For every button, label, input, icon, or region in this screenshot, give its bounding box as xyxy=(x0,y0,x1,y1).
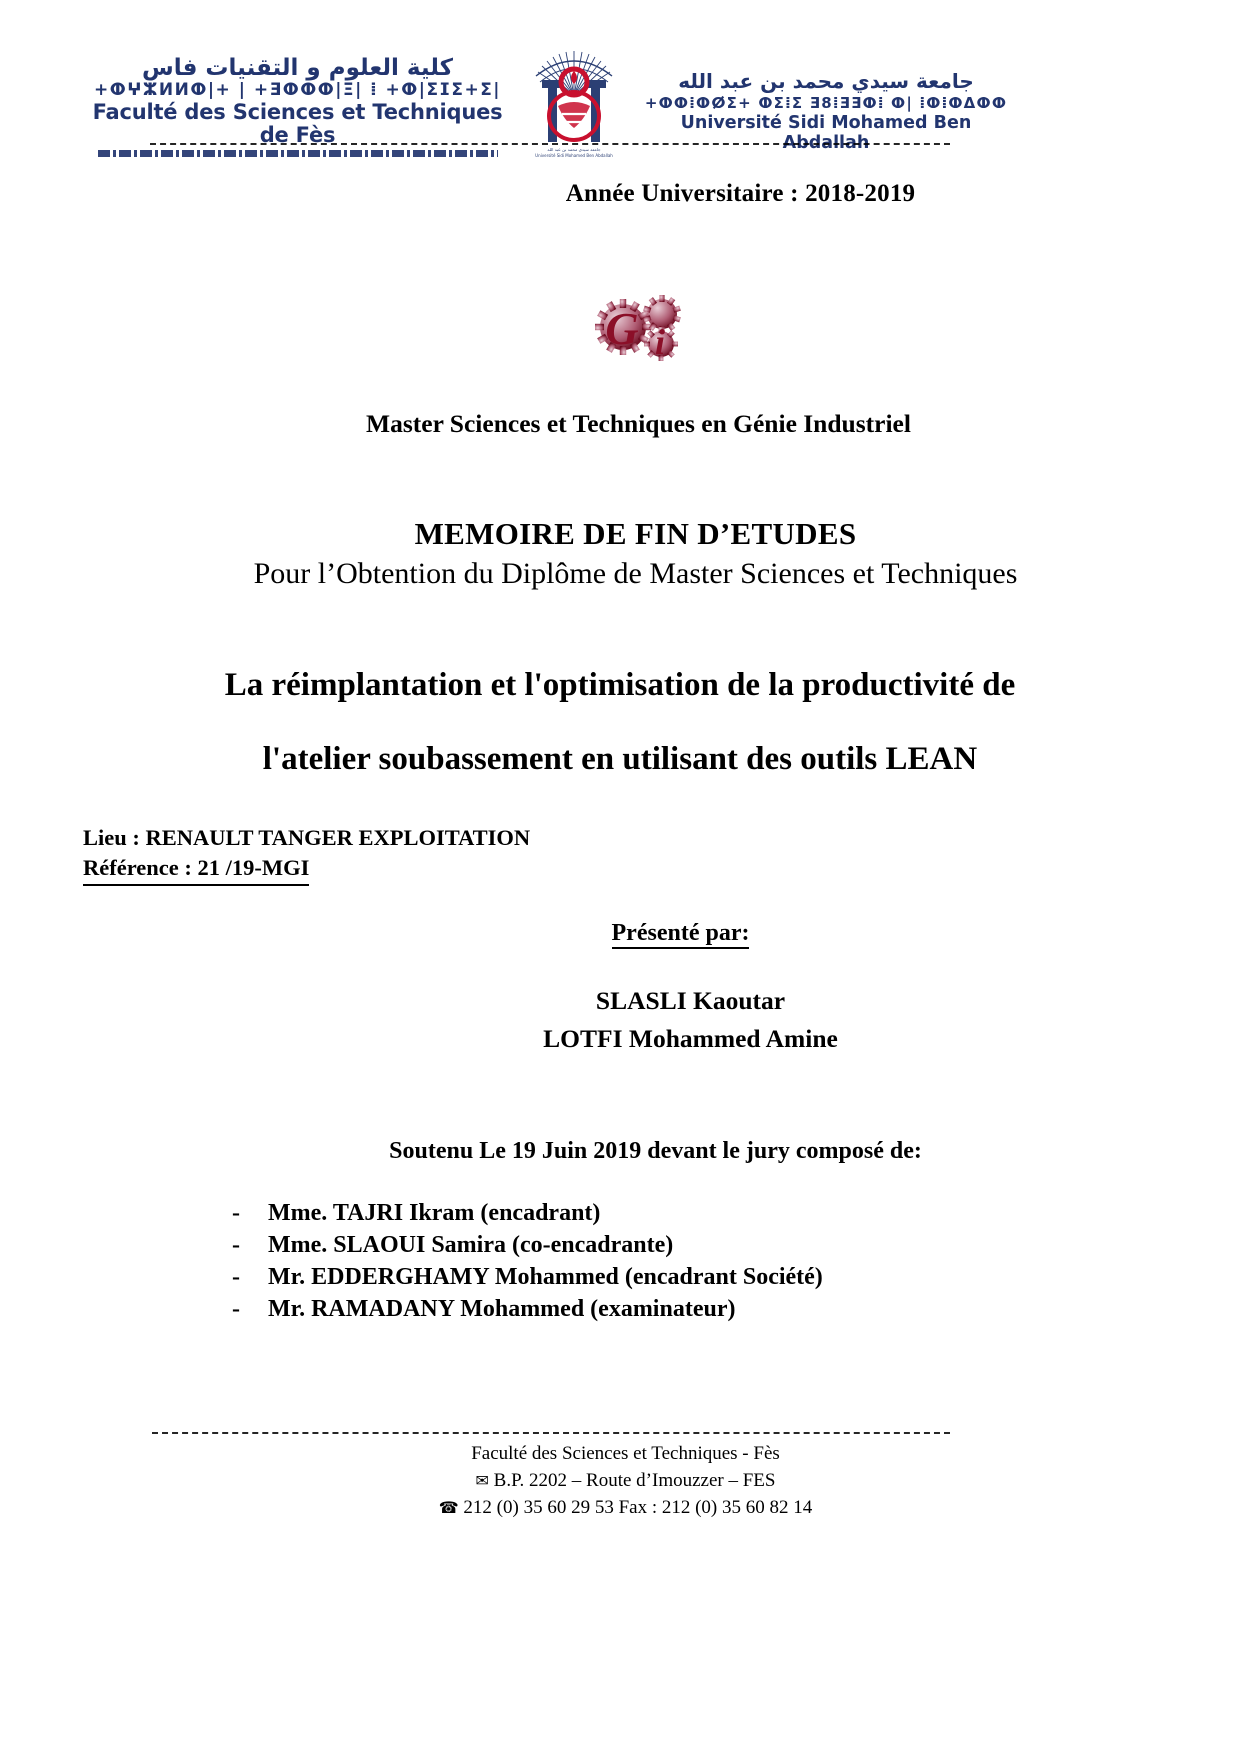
presented-by-text: Présenté par: xyxy=(612,920,750,949)
university-logo xyxy=(636,70,1016,153)
jury-member-row xyxy=(232,1293,823,1325)
footer-phone: 212 (0) 35 60 29 53 Fax : 212 (0) 35 60 82 14 xyxy=(463,1497,813,1518)
thesis-subject xyxy=(80,648,1160,796)
footer-address-row xyxy=(10,1467,1241,1494)
gi-letter-i: i xyxy=(654,322,665,362)
jury-member-row xyxy=(232,1197,823,1229)
thesis-subject-line1: La réimplantation et l'optimisation de la productivité de xyxy=(224,667,1016,703)
header-divider xyxy=(150,143,950,145)
faculty-name-french: Faculté des Sciences et Techniques de Fès xyxy=(92,99,503,147)
svg-text:جامعة سيدي محمد بن عبد الله: جامعة سيدي محمد بن عبد الله xyxy=(547,147,601,152)
author-name: LOTFI Mohammed Amine xyxy=(543,1024,838,1053)
defense-line: Soutenu Le 19 Juin 2019 devant le jury composé de: xyxy=(389,1138,922,1164)
faculty-name-tifinagh: +ⵀⵖⵣⵍⵍⵀ|+ | +ⴺⵀⵀⵀ|Ξ| ⵂ +ⵀ|ΣⵊΣ+Σ| xyxy=(93,80,502,101)
university-name-tifinagh: +ⵀⵀⵂⵀⵁΣ+ ⵀΣⵂΣ ⴺ8ⵂⴺⴺⵀⵂ ⵀ| ⵂⵀⵂⵀⵠⵀⵀ xyxy=(644,94,1008,112)
footer-divider xyxy=(152,1432,950,1434)
jury-bullet: - xyxy=(232,1296,240,1322)
page-footer xyxy=(0,1440,1241,1521)
footer-faculty: Faculté des Sciences et Techniques - Fès xyxy=(471,1443,780,1464)
thesis-subject-line2: l'atelier soubassement en utilisant des outils LEAN xyxy=(262,741,978,777)
faculty-name-arabic: كلية العلوم و التقنيات فاس xyxy=(141,55,454,81)
program-title: Master Sciences et Techniques en Génie Industriel xyxy=(366,409,911,438)
faculty-logo-underline xyxy=(98,150,498,157)
reference-line: Référence : 21 /19-MGI xyxy=(83,853,309,886)
place-reference-block xyxy=(83,823,530,886)
jury-member-name: Mme. SLAOUI Samira (co-encadrante) xyxy=(268,1232,674,1258)
authors-list xyxy=(0,982,1241,1058)
jury-member-name: Mr. EDDERGHAMY Mohammed (encadrant Société) xyxy=(268,1264,823,1290)
faculty-logo xyxy=(85,56,510,157)
mail-icon: ✉ xyxy=(475,1471,489,1490)
jury-member-name: Mr. RAMADANY Mohammed (examinateur) xyxy=(268,1296,736,1322)
svg-text:Université Sidi Mohamed Ben Ab: Université Sidi Mohamed Ben Abdallah xyxy=(535,153,613,158)
place-line: Lieu : RENAULT TANGER EXPLOITATION xyxy=(83,825,531,850)
university-name-arabic: جامعة سيدي محمد بن عبد الله xyxy=(678,69,974,93)
jury-list xyxy=(232,1197,823,1325)
phone-icon: ☎ xyxy=(438,1498,459,1517)
footer-phone-row xyxy=(10,1494,1241,1521)
presented-by-label xyxy=(0,920,1241,947)
jury-member-row xyxy=(232,1229,823,1261)
jury-bullet: - xyxy=(232,1232,240,1258)
author-name: SLASLI Kaoutar xyxy=(595,986,786,1015)
page-header xyxy=(0,28,1241,158)
document-type: MEMOIRE DE FIN D’ETUDES xyxy=(414,516,857,551)
jury-bullet: - xyxy=(232,1200,240,1226)
jury-member-row xyxy=(232,1261,823,1293)
university-name-french: Université Sidi Mohamed Ben Abdallah xyxy=(680,113,972,154)
footer-address: B.P. 2202 – Route d’Imouzzer – FES xyxy=(493,1470,776,1491)
academic-year: Année Universitaire : 2018-2019 xyxy=(565,180,916,207)
jury-bullet: - xyxy=(232,1264,240,1290)
genie-industriel-logo xyxy=(0,272,1241,367)
gi-letter-g: G xyxy=(604,303,639,354)
jury-member-name: Mme. TAJRI Ikram (encadrant) xyxy=(268,1200,601,1226)
document-subtitle: Pour l’Obtention du Diplôme de Master Sciences et Techniques xyxy=(253,557,1018,590)
